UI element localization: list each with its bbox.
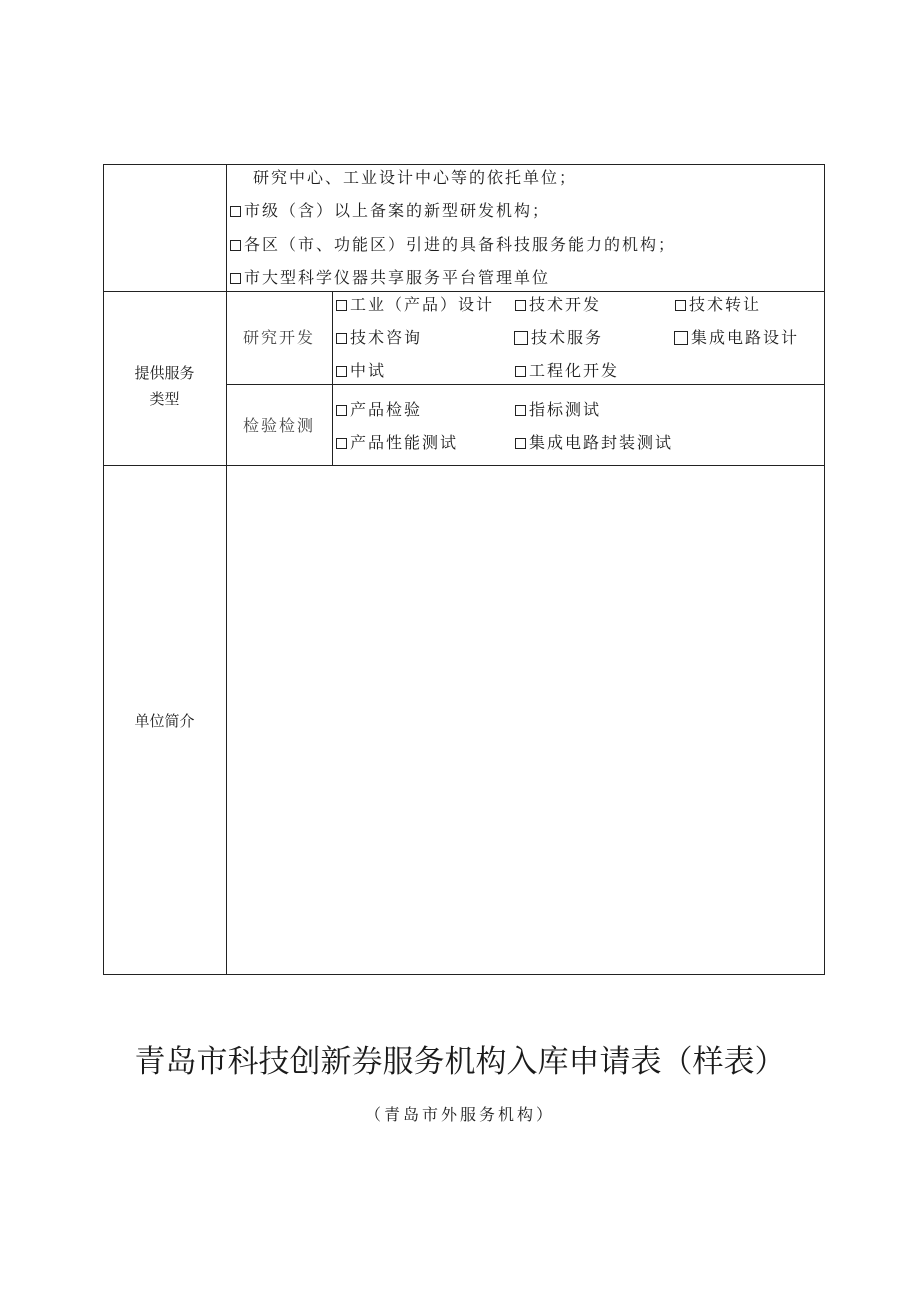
option-label: 集成电路封装测试 (529, 433, 674, 452)
option-label: 指标测试 (529, 400, 602, 419)
table-divider (332, 291, 333, 465)
rd-option[interactable] (336, 328, 422, 348)
option-label: 技术转让 (689, 295, 762, 314)
intro-content-area[interactable] (230, 470, 820, 970)
table-divider (103, 291, 825, 292)
table-divider (226, 164, 227, 975)
testing-label: 检验检测 (243, 416, 316, 435)
option-label: 工业（产品）设计 (350, 295, 495, 314)
qualification-line (230, 201, 550, 221)
testing-option[interactable] (336, 433, 458, 453)
checkbox[interactable] (336, 300, 347, 311)
option-label: 技术开发 (529, 295, 602, 314)
checkbox[interactable] (336, 438, 347, 449)
service-type-label (103, 360, 226, 412)
qualification-text: 市级（含）以上备案的新型研发机构； (244, 201, 551, 220)
option-label: 技术服务 (531, 328, 604, 347)
checkbox[interactable] (336, 405, 347, 416)
page-title: 青岛市科技创新券服务机构入库申请表（样表） (134, 1044, 786, 1080)
qualification-line (253, 168, 577, 188)
rd-option[interactable] (336, 295, 494, 315)
checkbox[interactable] (336, 333, 347, 344)
checkbox[interactable] (336, 366, 347, 377)
option-label: 工程化开发 (529, 361, 620, 380)
checkbox[interactable] (230, 273, 241, 284)
checkbox[interactable] (515, 405, 526, 416)
rd-label: 研究开发 (243, 328, 316, 347)
qualification-line (230, 268, 550, 288)
rd-option[interactable] (675, 295, 761, 315)
qualification-line (230, 235, 676, 255)
rd-option[interactable] (515, 361, 619, 381)
qualification-text: 各区（市、功能区）引进的具备科技服务能力的机构； (244, 235, 677, 254)
qualification-text: 研究中心、工业设计中心等的依托单位； (253, 168, 578, 187)
intro-label: 单位简介 (134, 712, 195, 730)
checkbox[interactable] (514, 331, 528, 345)
checkbox[interactable] (230, 206, 241, 217)
checkbox[interactable] (515, 366, 526, 377)
checkbox[interactable] (675, 300, 686, 311)
table-divider (103, 465, 825, 466)
page-subtitle: （青岛市外服务机构） (364, 1105, 555, 1124)
rd-option[interactable] (336, 361, 386, 381)
rd-option[interactable] (515, 295, 601, 315)
option-label: 产品性能测试 (350, 433, 459, 452)
label-line: 类型 (149, 390, 180, 408)
testing-option[interactable] (515, 433, 673, 453)
rd-option[interactable] (514, 328, 603, 348)
qualification-text: 市大型科学仪器共享服务平台管理单位 (244, 268, 551, 287)
option-label: 技术咨询 (350, 328, 423, 347)
testing-option[interactable] (515, 400, 601, 420)
checkbox[interactable] (674, 331, 688, 345)
option-label: 中试 (350, 361, 387, 380)
option-label: 集成电路设计 (691, 328, 800, 347)
checkbox[interactable] (515, 438, 526, 449)
table-divider (226, 384, 825, 385)
option-label: 产品检验 (350, 400, 423, 419)
testing-option[interactable] (336, 400, 422, 420)
rd-option[interactable] (674, 328, 799, 348)
checkbox[interactable] (230, 240, 241, 251)
checkbox[interactable] (515, 300, 526, 311)
label-line: 提供服务 (134, 364, 195, 382)
